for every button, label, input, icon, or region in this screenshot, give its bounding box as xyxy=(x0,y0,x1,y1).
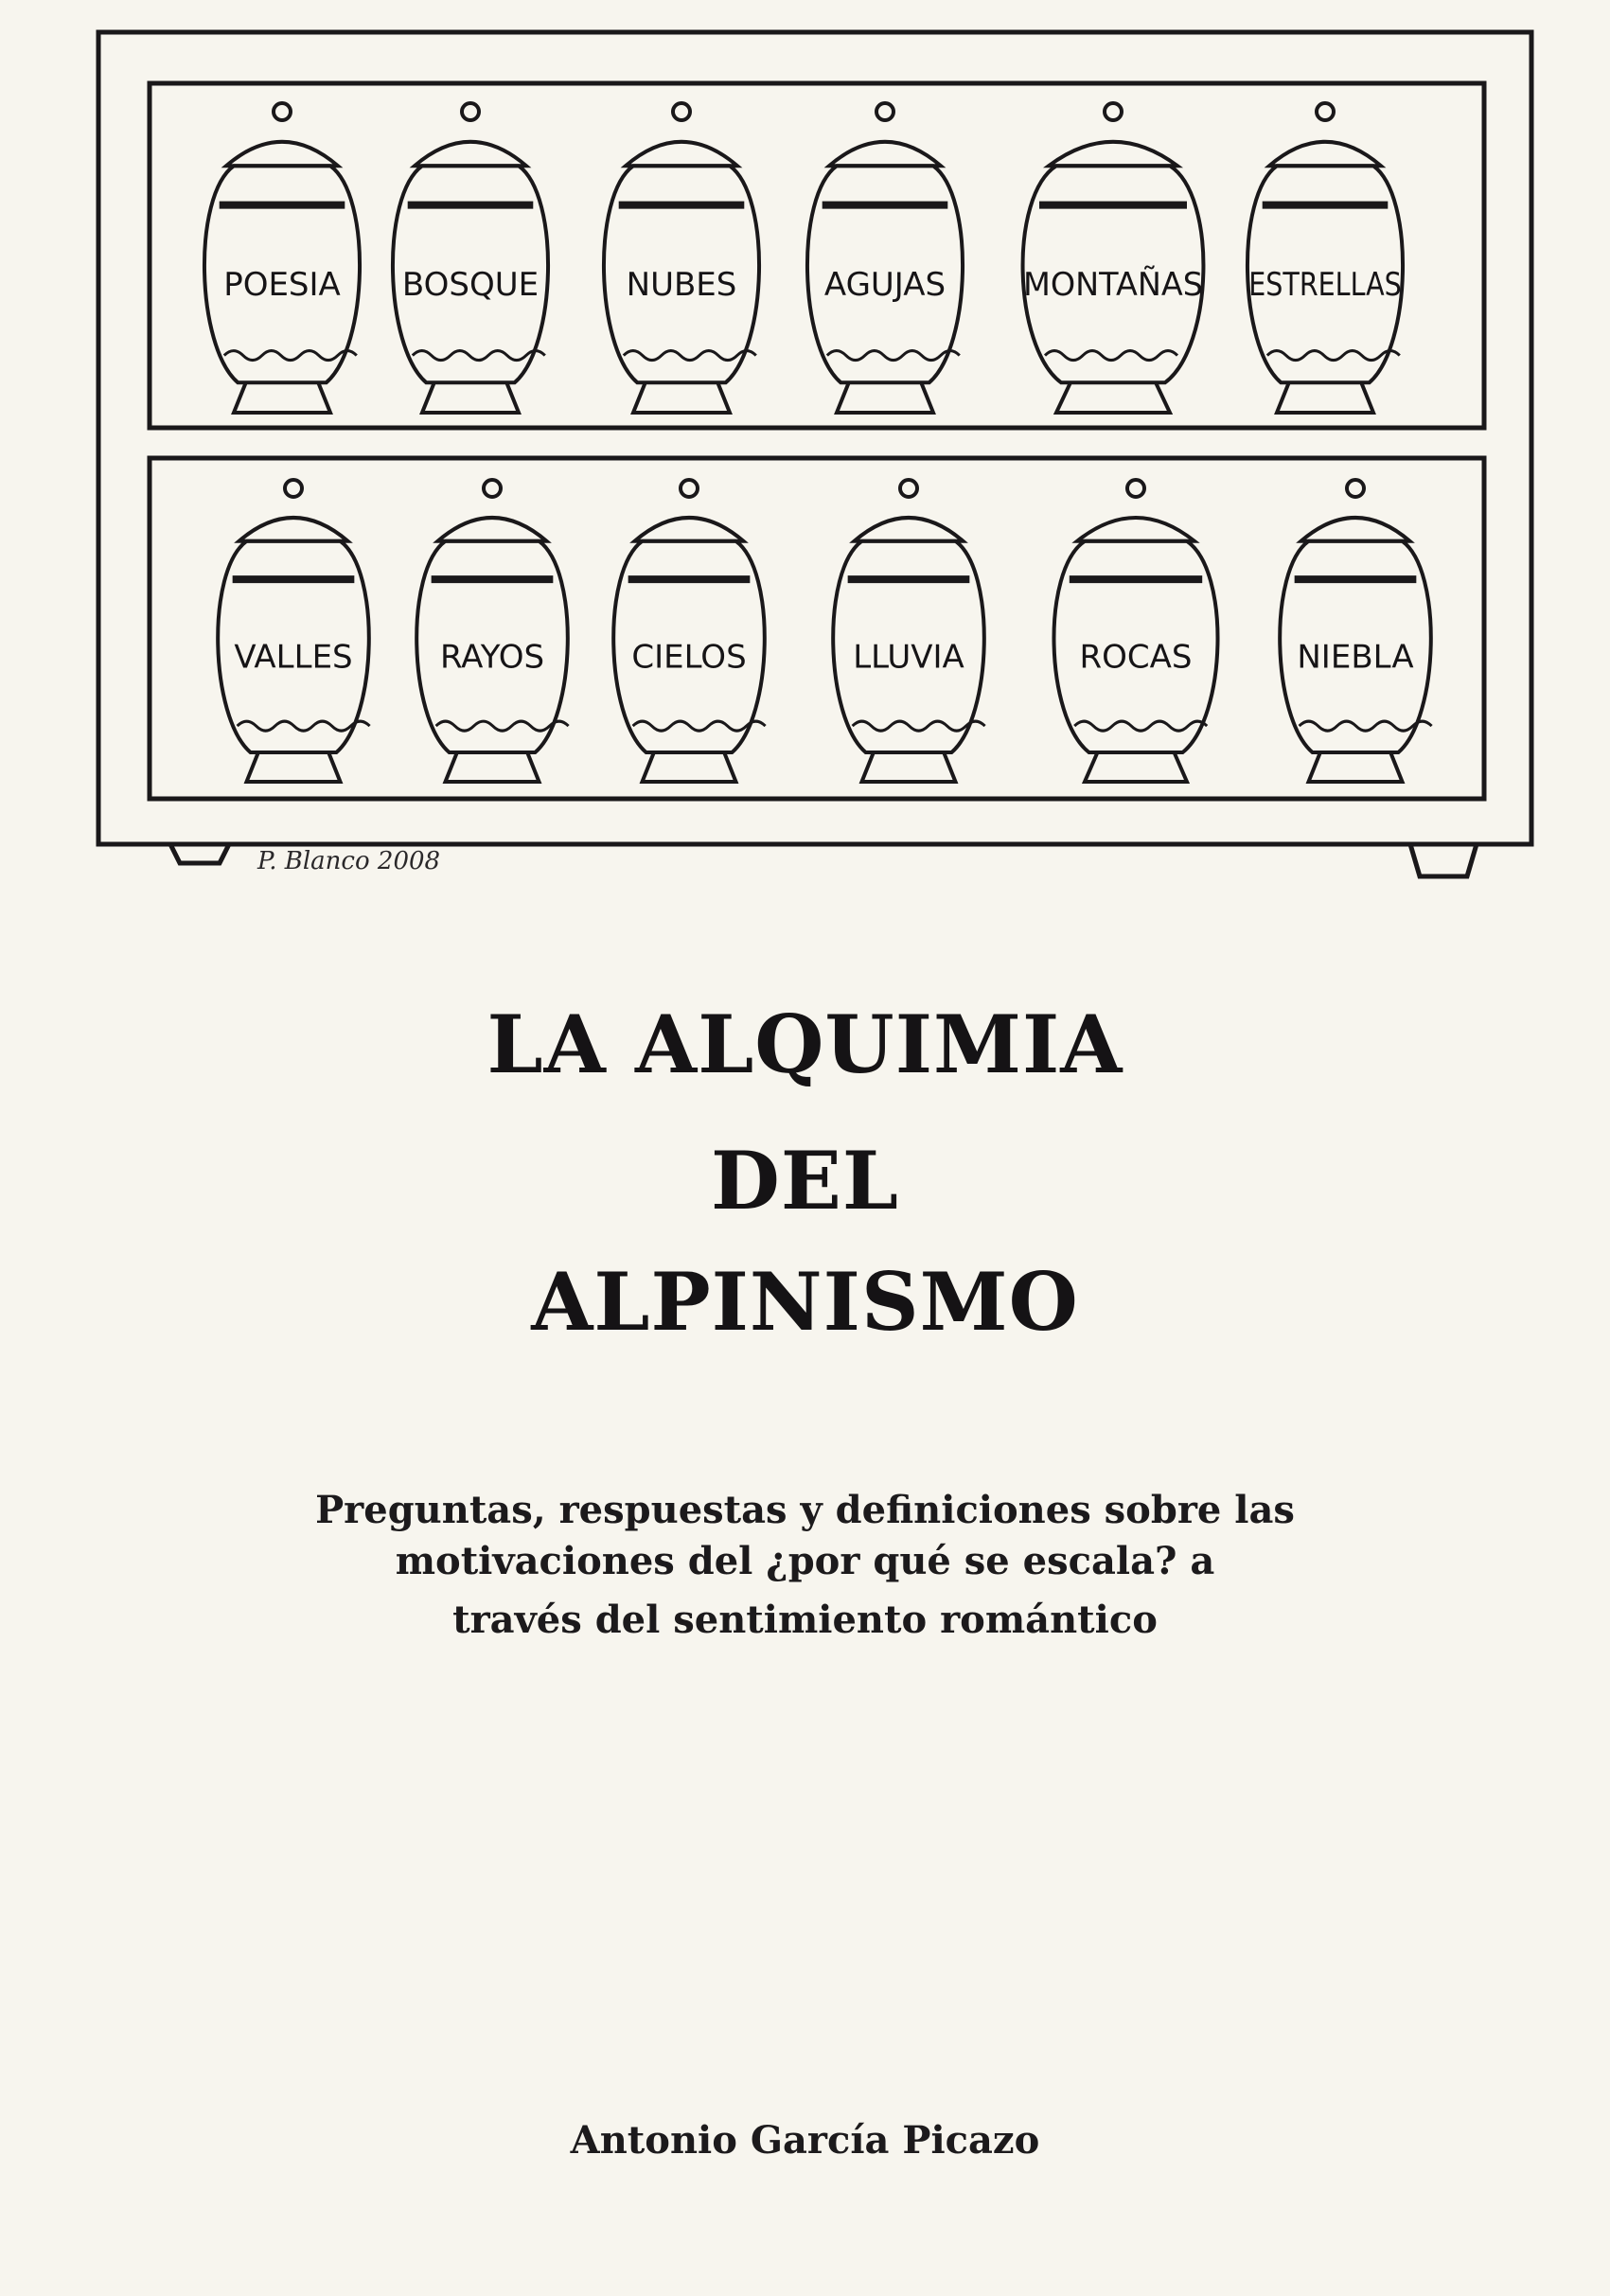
jar-label-top-1: POESIA xyxy=(223,265,341,304)
jar xyxy=(1280,480,1431,782)
subtitle-line-1: Preguntas, respuestas y definiciones sobre las xyxy=(315,1488,1295,1532)
jar-label-bottom-3: CIELOS xyxy=(631,638,747,677)
apothecary-shelf-illustration xyxy=(0,0,1610,909)
title-line-2: DEL xyxy=(711,1134,899,1227)
jar xyxy=(218,480,369,782)
author-name: Antonio García Picazo xyxy=(570,2118,1040,2163)
subtitle-line-2: motivaciones del ¿por qué se escala? a xyxy=(395,1539,1215,1583)
jar-label-bottom-2: RAYOS xyxy=(439,638,545,677)
subtitle-line-3: través del sentimiento romántico xyxy=(452,1598,1158,1642)
jar xyxy=(1053,480,1217,782)
bottom-shelf-box xyxy=(150,458,1484,799)
left-foot xyxy=(170,844,229,863)
top-shelf-box xyxy=(150,83,1484,428)
jar-label-bottom-5: ROCAS xyxy=(1079,638,1193,677)
title-line-3: ALPINISMO xyxy=(531,1255,1079,1349)
jar xyxy=(204,103,360,413)
jar-label-bottom-6: NIEBLA xyxy=(1297,638,1414,677)
right-foot xyxy=(1410,844,1477,876)
jar xyxy=(604,103,759,413)
jar xyxy=(1023,103,1204,413)
illustrator-signature: P. Blanco 2008 xyxy=(257,847,441,875)
jar xyxy=(416,480,568,782)
jar xyxy=(1247,103,1403,413)
jar xyxy=(807,103,963,413)
jar xyxy=(613,480,765,782)
jar xyxy=(833,480,984,782)
cabinet-frame xyxy=(98,32,1531,844)
title-line-1: LA ALQUIMIA xyxy=(487,998,1123,1091)
jar-label-top-2: BOSQUE xyxy=(401,265,540,304)
top-shelf-jars xyxy=(204,103,1403,413)
jar-label-top-5: MONTAÑAS xyxy=(1023,265,1203,304)
bottom-shelf-jars xyxy=(218,480,1431,782)
jar-label-top-3: NUBES xyxy=(626,265,737,304)
jar-label-bottom-4: LLUVIA xyxy=(853,638,964,677)
jar-label-bottom-1: VALLES xyxy=(234,638,353,677)
jar-label-top-6: ESTRELLAS xyxy=(1248,265,1402,304)
jar xyxy=(393,103,548,413)
jar-label-top-4: AGUJAS xyxy=(823,265,947,304)
